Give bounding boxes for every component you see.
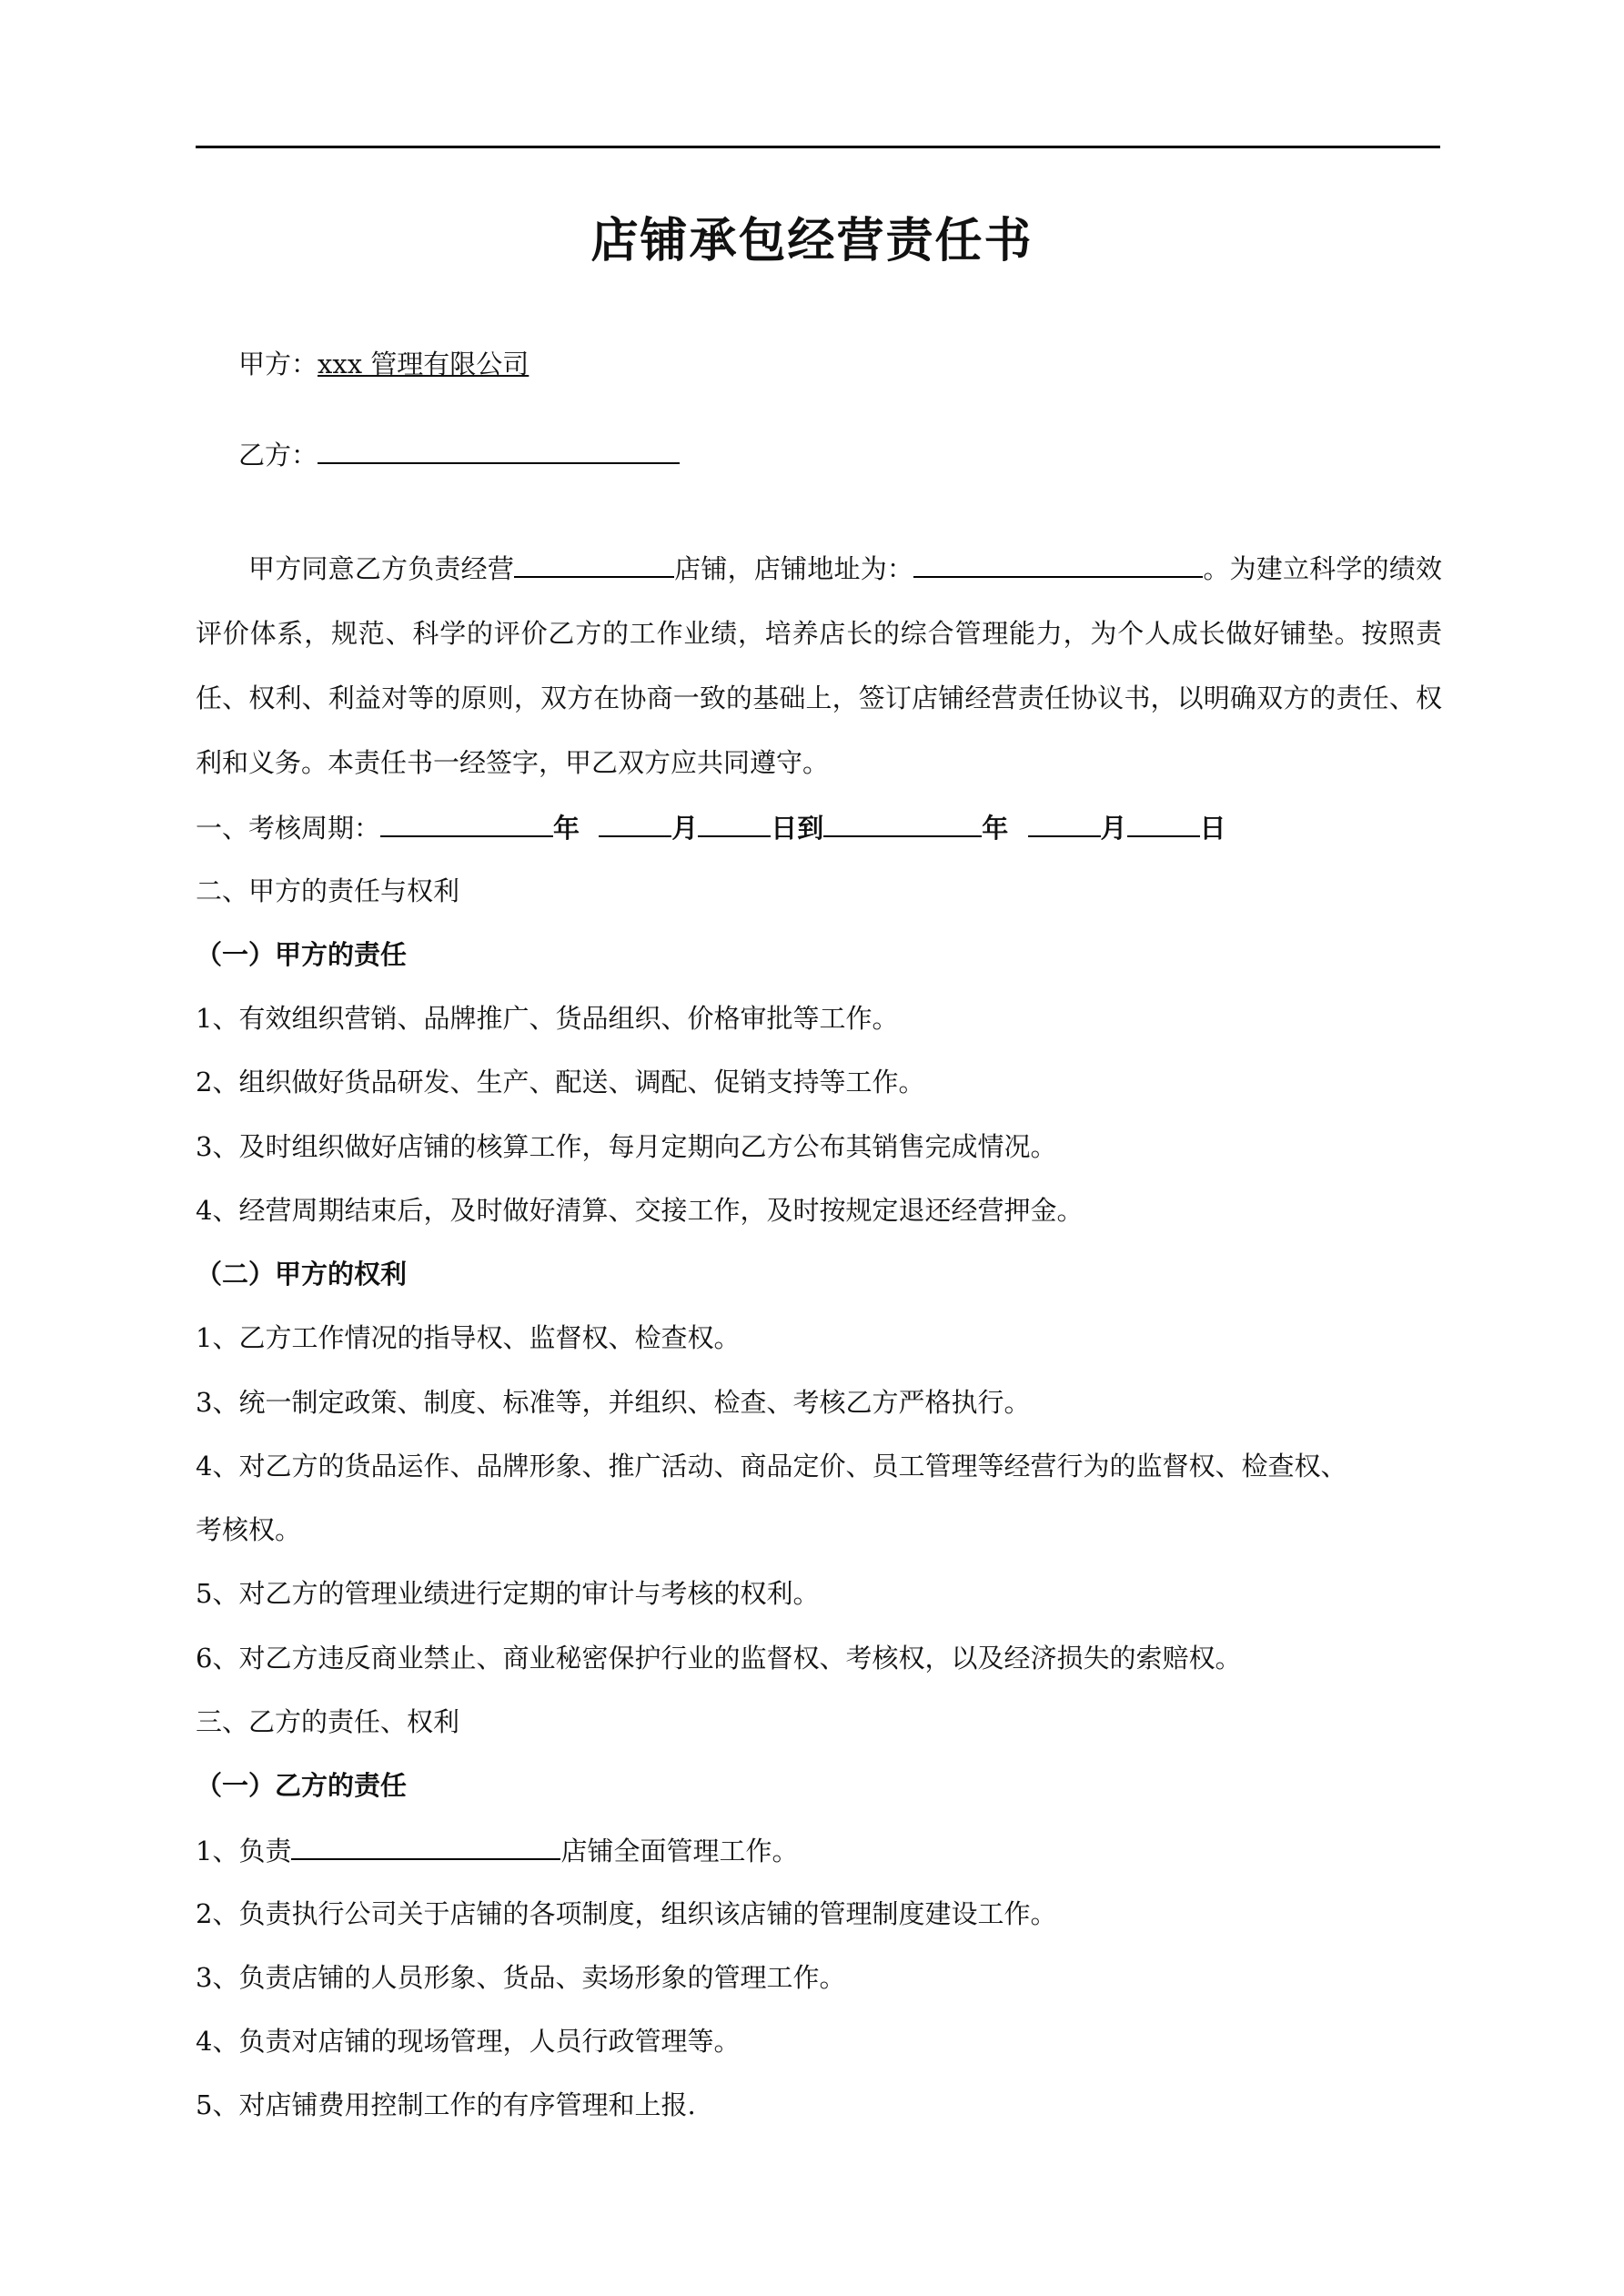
party-b-line <box>238 435 680 473</box>
list-item: 3、及时组织做好店铺的核算工作，每月定期向乙方公布其销售完成情况。 <box>196 1131 1057 1162</box>
store-name-blank <box>514 549 674 578</box>
period-line <box>196 808 1226 846</box>
start-month-blank <box>599 808 671 837</box>
party-b-label: 乙方： <box>238 440 318 470</box>
header-rule <box>196 146 1440 148</box>
intro-text-2: 店铺，店铺地址为： <box>674 553 914 584</box>
intro-paragraph <box>196 537 1442 795</box>
section2-heading: 二、甲方的责任与权利 <box>196 875 460 906</box>
item1-suffix: 店铺全面管理工作。 <box>560 1836 799 1866</box>
start-year-blank <box>380 808 553 837</box>
year-label: 年 <box>553 813 580 844</box>
section3-sub1: （一）乙方的责任 <box>196 1770 408 1801</box>
party-a-label: 甲方： <box>238 349 318 379</box>
party-a-line <box>238 346 529 382</box>
list-item: 考核权。 <box>196 1514 302 1545</box>
end-year-label: 年 <box>982 813 1009 844</box>
item1-prefix: 1、负责 <box>196 1836 292 1866</box>
month-label: 月 <box>671 813 699 844</box>
end-month-blank <box>1028 808 1101 837</box>
list-item: 2、组织做好货品研发、生产、配送、调配、促销支持等工作。 <box>196 1067 925 1097</box>
list-item: 4、负责对店铺的现场管理，人员行政管理等。 <box>196 2026 741 2057</box>
end-day-label: 日 <box>1199 813 1226 844</box>
list-item: 4、经营周期结束后，及时做好清算、交接工作，及时按规定退还经营押金。 <box>196 1195 1084 1226</box>
list-item: 5、对店铺费用控制工作的有序管理和上报. <box>196 2089 696 2120</box>
list-item: 2、负责执行公司关于店铺的各项制度，组织该店铺的管理制度建设工作。 <box>196 1898 1057 1929</box>
section3-heading: 三、乙方的责任、权利 <box>196 1706 460 1737</box>
intro-text-1: 甲方同意乙方负责经营 <box>248 553 515 584</box>
intro-text-3: 。为建立科学的绩效评价体系，规范、科学的评价乙方的工作业绩，培养店长的综合管理能力，为个人成长做好铺垫。按照责任、权利、利益对等的原则，双方在协商一致的基础上，签订店铺经营责任协议书，以明确双方的责任、权利和义务。本责任书一经签字，甲乙双方应共同遵守。 <box>196 553 1442 778</box>
document-title: 店铺承包经营责任书 <box>590 214 1034 268</box>
day-to-label: 日到 <box>771 813 824 844</box>
list-item: 3、统一制定政策、制度、标准等，并组织、检查、考核乙方严格执行。 <box>196 1387 1031 1418</box>
list-item <box>196 1831 798 1869</box>
party-a-value: xxx 管理有限公司 <box>318 349 530 379</box>
section2-sub2: （二）甲方的权利 <box>196 1259 408 1290</box>
party-b-blank <box>318 435 680 464</box>
end-year-blank <box>823 808 982 837</box>
store-address-blank <box>913 549 1203 578</box>
list-item: 5、对乙方的管理业绩进行定期的审计与考核的权利。 <box>196 1578 820 1609</box>
end-day-blank <box>1127 808 1200 837</box>
store-manage-blank <box>291 1831 560 1860</box>
list-item: 3、负责店铺的人员形象、货品、卖场形象的管理工作。 <box>196 1962 846 1993</box>
list-item: 1、乙方工作情况的指导权、监督权、检查权。 <box>196 1322 741 1353</box>
start-day-blank <box>698 808 771 837</box>
list-item: 6、对乙方违反商业禁止、商业秘密保护行业的监督权、考核权，以及经济损失的索赔权。 <box>196 1643 1242 1674</box>
period-label: 一、考核周期： <box>196 813 381 844</box>
end-month-label: 月 <box>1100 813 1127 844</box>
list-item: 4、对乙方的货品运作、品牌形象、推广活动、商品定价、员工管理等经营行为的监督权、检查权、 <box>196 1451 1347 1482</box>
list-item: 1、有效组织营销、品牌推广、货品组织、价格审批等工作。 <box>196 1003 899 1034</box>
section2-sub1: （一）甲方的责任 <box>196 939 408 970</box>
